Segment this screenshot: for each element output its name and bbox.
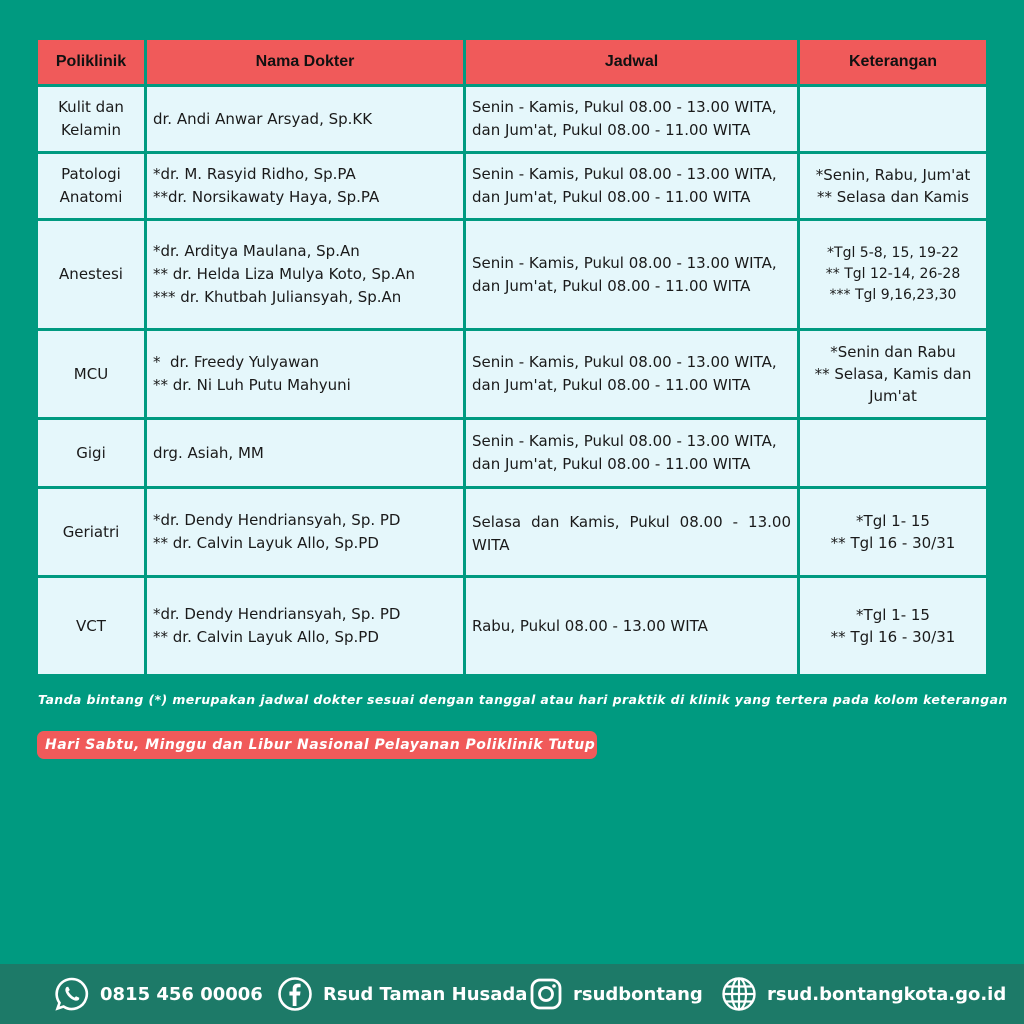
jadwal-cell: [466, 154, 797, 218]
keterangan-line: ** Selasa dan Kamis: [817, 188, 969, 206]
dokter-line: drg. Asiah, MM: [153, 443, 264, 462]
dokter-line: dr. Andi Anwar Arsyad, Sp.KK: [153, 109, 373, 128]
jadwal-line: Senin - Kamis, Pukul 08.00 - 13.00 WITA,: [472, 432, 777, 450]
footer-phone[interactable]: [54, 976, 263, 1012]
keterangan-cell: [800, 578, 986, 674]
jadwal-line: dan Jum'at, Pukul 08.00 - 11.00 WITA: [472, 121, 751, 139]
dokter-cell: [147, 420, 463, 486]
footer-instagram[interactable]: [529, 976, 703, 1012]
jadwal-line: Selasa dan Kamis, Pukul 08.00 - 13.00 WITA: [472, 513, 791, 554]
keterangan-line: *** Tgl 9,16,23,30: [829, 287, 957, 303]
jadwal-line: dan Jum'at, Pukul 08.00 - 11.00 WITA: [472, 455, 751, 473]
closed-notice-text: Hari Sabtu, Minggu dan Libur Nasional Pelayanan Poliklinik Tutup: [45, 737, 596, 753]
jadwal-cell: [466, 87, 797, 151]
poli-cell: [38, 87, 144, 151]
keterangan-cell: [800, 221, 986, 328]
poli-cell: [38, 331, 144, 417]
facebook-text: Rsud Taman Husada: [323, 983, 528, 1005]
jadwal-cell: [466, 331, 797, 417]
keterangan-line: ** Tgl 12-14, 26-28: [825, 266, 961, 282]
dokter-cell: [147, 489, 463, 575]
poli-line: Anestesi: [59, 265, 123, 283]
keterangan-cell: [800, 420, 986, 486]
keterangan-line: *Tgl 1- 15: [856, 512, 930, 530]
poli-line: MCU: [73, 364, 109, 383]
dokter-cell: [147, 221, 463, 328]
poli-line: Kulit dan: [58, 98, 124, 116]
dokter-line: *dr. Dendy Hendriansyah, Sp. PD: [153, 605, 401, 623]
dokter-cell: [147, 331, 463, 417]
keterangan-line: *Senin dan Rabu: [830, 343, 956, 361]
poli-cell: [38, 154, 144, 218]
jadwal-line: Senin - Kamis, Pukul 08.00 - 13.00 WITA,: [472, 253, 777, 272]
poli-line: Patologi: [61, 165, 121, 183]
header-poliklinik: Poliklinik: [38, 40, 144, 84]
poli-cell: [38, 489, 144, 575]
header-jadwal: Jadwal: [466, 40, 797, 84]
dokter-line: ** dr. Helda Liza Mulya Koto, Sp.An: [153, 265, 416, 283]
closed-notice-badge: [37, 731, 597, 759]
keterangan-line: *Senin, Rabu, Jum'at: [815, 166, 971, 184]
jadwal-cell: [466, 221, 797, 328]
poli-line: Geriatri: [62, 522, 120, 541]
instagram-icon: [529, 977, 563, 1011]
dokter-line: *** dr. Khutbah Juliansyah, Sp.An: [153, 288, 402, 306]
dokter-line: ** dr. Calvin Layuk Allo, Sp.PD: [153, 534, 379, 552]
dokter-line: * dr. Freedy Yulyawan: [153, 353, 320, 371]
jadwal-cell: [466, 578, 797, 674]
poli-cell: [38, 578, 144, 674]
footer-bar: [0, 964, 1024, 1024]
keterangan-cell: [800, 87, 986, 151]
dokter-line: *dr. M. Rasyid Ridho, Sp.PA: [153, 165, 356, 183]
dokter-cell: [147, 154, 463, 218]
whatsapp-icon: [54, 976, 90, 1012]
dokter-line: *dr. Arditya Maulana, Sp.An: [153, 242, 360, 260]
keterangan-line: ** Tgl 16 - 30/31: [830, 628, 956, 646]
facebook-icon: [277, 976, 313, 1012]
keterangan-cell: [800, 489, 986, 575]
header-nama-dokter: Nama Dokter: [147, 40, 463, 84]
instagram-text: rsudbontang: [573, 983, 703, 1005]
jadwal-line: Rabu, Pukul 08.00 - 13.00 WITA: [472, 616, 708, 635]
jadwal-line: Senin - Kamis, Pukul 08.00 - 13.00 WITA,: [472, 165, 777, 183]
keterangan-cell: [800, 331, 986, 417]
poli-line: Anatomi: [59, 188, 123, 206]
dokter-line: ** dr. Calvin Layuk Allo, Sp.PD: [153, 628, 379, 646]
keterangan-line: ** Tgl 16 - 30/31: [830, 534, 956, 552]
dokter-cell: [147, 578, 463, 674]
keterangan-cell: [800, 154, 986, 218]
keterangan-line: ** Selasa, Kamis dan: [814, 365, 972, 383]
dokter-line: ** dr. Ni Luh Putu Mahyuni: [153, 376, 351, 394]
jadwal-line: dan Jum'at, Pukul 08.00 - 11.00 WITA: [472, 276, 751, 295]
schedule-table: [38, 40, 986, 674]
poli-cell: [38, 221, 144, 328]
jadwal-line: dan Jum'at, Pukul 08.00 - 11.00 WITA: [472, 376, 751, 394]
dokter-cell: [147, 87, 463, 151]
keterangan-line: *Tgl 5-8, 15, 19-22: [827, 245, 959, 261]
jadwal-line: Senin - Kamis, Pukul 08.00 - 13.00 WITA,: [472, 98, 777, 116]
dokter-line: **dr. Norsikawaty Haya, Sp.PA: [153, 188, 380, 206]
asterisk-note: Tanda bintang (*) merupakan jadwal dokter sesuai dengan tanggal atau hari praktik di klinik yang tertera pada kolom keterangan: [38, 692, 1008, 707]
poli-cell: [38, 420, 144, 486]
jadwal-line: Senin - Kamis, Pukul 08.00 - 13.00 WITA,: [472, 353, 777, 371]
dokter-line: *dr. Dendy Hendriansyah, Sp. PD: [153, 511, 401, 529]
keterangan-line: Jum'at: [869, 387, 917, 405]
jadwal-cell: [466, 420, 797, 486]
keterangan-line: *Tgl 1- 15: [856, 606, 930, 624]
poli-line: VCT: [76, 616, 106, 635]
jadwal-cell: [466, 489, 797, 575]
jadwal-line: dan Jum'at, Pukul 08.00 - 11.00 WITA: [472, 188, 751, 206]
poli-line: Gigi: [76, 443, 106, 462]
footer-facebook[interactable]: [277, 976, 527, 1012]
poli-line: Kelamin: [61, 121, 121, 139]
header-keterangan: Keterangan: [800, 40, 986, 84]
footer-website[interactable]: [721, 976, 1006, 1012]
website-text: rsud.bontangkota.go.id: [767, 983, 1007, 1005]
globe-icon: [721, 976, 757, 1012]
phone-text: 0815 456 00006: [100, 983, 263, 1005]
